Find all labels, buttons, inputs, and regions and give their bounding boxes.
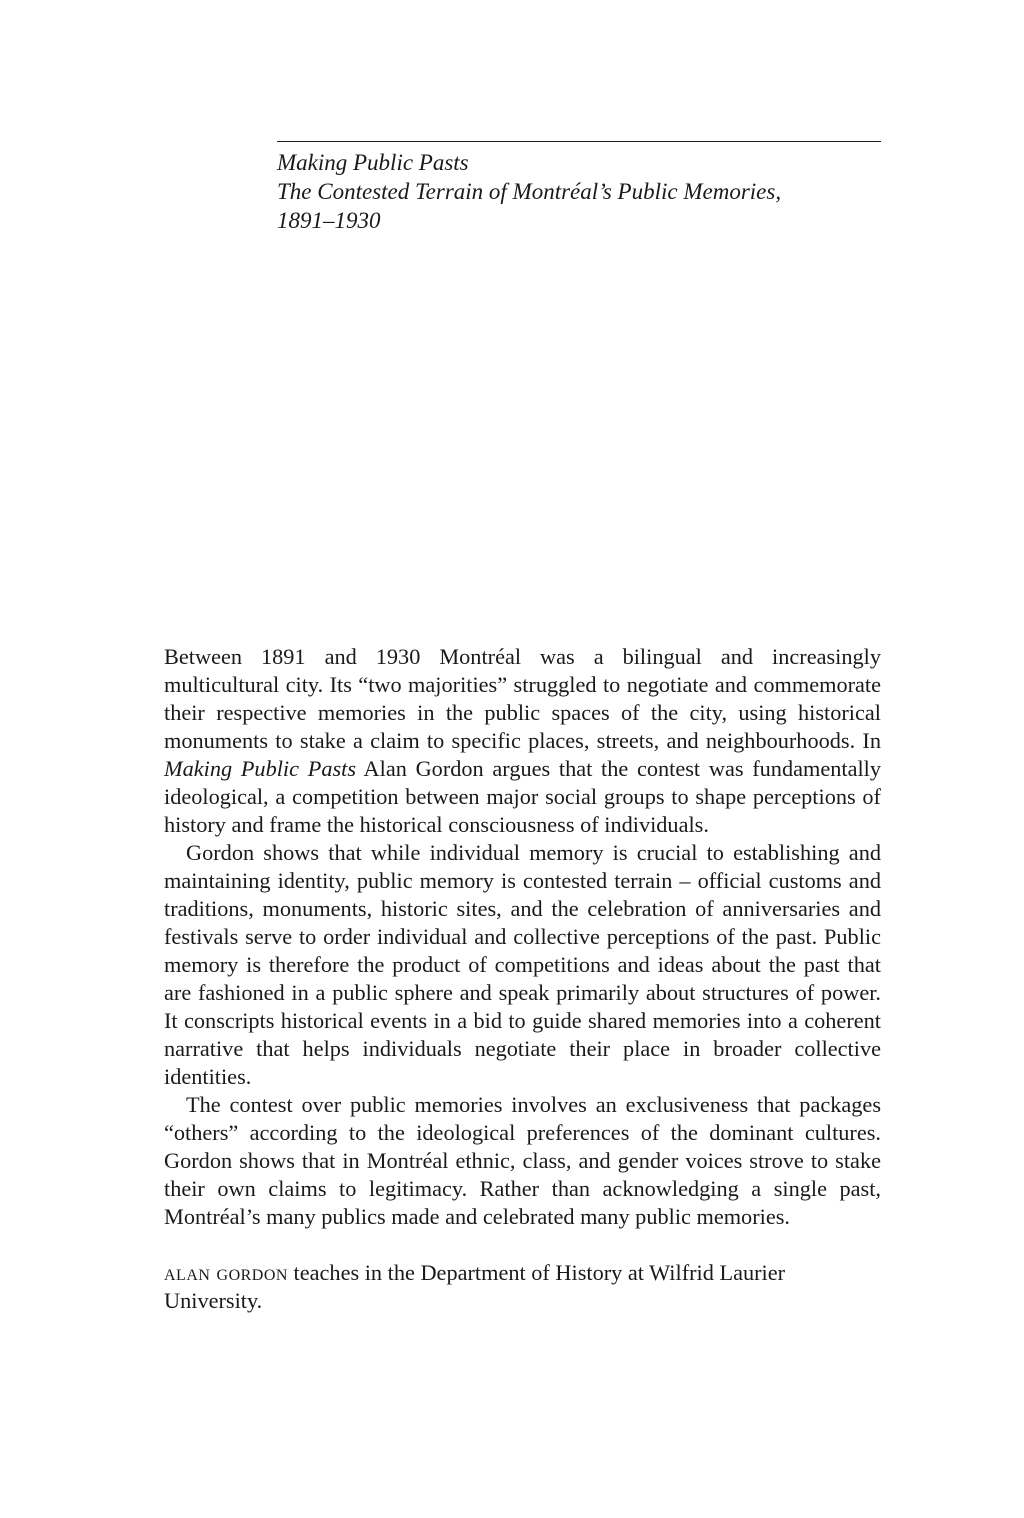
paragraph-1-end: Alan Gordon argues that the contest was fundamentally ideological, a competition between major social groups to shape perceptions of history and frame the historical consciousness of individuals. <box>164 756 882 837</box>
title-block <box>277 148 881 235</box>
paragraph-1-start: Between 1891 and 1930 Montréal was a bilingual and increasingly multicultural city. Its “two majorities” struggled to negotiate and commemorate their respective memories in the public spaces of the city, using historical monuments to stake a claim to specific places, streets, and neighbourhoods. In <box>164 644 881 753</box>
book-description <box>164 643 881 1315</box>
description-paragraph-2: Gordon shows that while individual memory is crucial to establishing and maintaining identity, public memory is contested terrain – official customs and traditions, monuments, historic sites, and the celebration of anniversaries and festivals serve to order individual and collective perceptions of the past. Public memory is therefore the product of competitions and ideas about the past that are fashioned in a public sphere and speak primarily about structures of power. It conscripts historical events in a bid to guide shared memories into a coherent narrative that helps individuals negotiate their place in broader collective identities. <box>164 840 881 1089</box>
author-bio <box>164 1259 881 1315</box>
book-subtitle-line-1: The Contested Terrain of Montréal’s Public Memories, <box>277 179 782 204</box>
book-subtitle-line-2: 1891–1930 <box>277 208 381 233</box>
book-title: Making Public Pasts <box>277 150 469 175</box>
description-paragraph-3: The contest over public memories involves an exclusiveness that packages “others” according to the ideological preferences of the dominant cultures. Gordon shows that in Montréal ethnic, class, and gender voices strove to stake their own claims to legitimacy. Rather than acknowledging a single past, Montréal’s many publics made and celebrated many public memories. <box>164 1092 881 1229</box>
title-rule <box>277 141 881 142</box>
author-bio-text: teaches in the Department of History at Wilfrid Laurier University. <box>164 1260 786 1313</box>
description-paragraph-1 <box>164 643 881 839</box>
author-name: alan gordon <box>164 1260 288 1285</box>
paragraph-1-book-title: Making Public Pasts <box>164 756 357 781</box>
